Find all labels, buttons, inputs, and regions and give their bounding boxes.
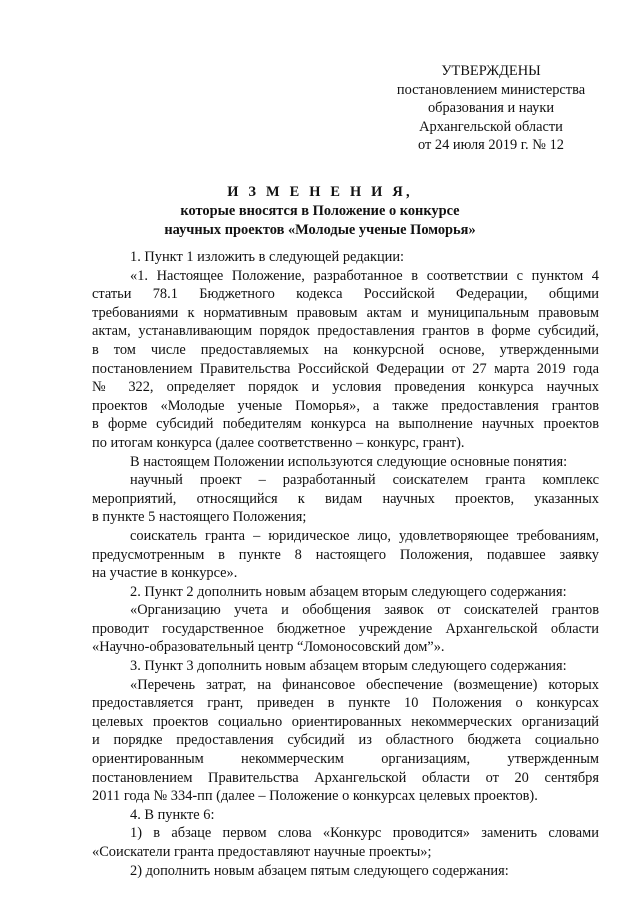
body-line: «Соискатели гранта предоставляют научные проекты»; bbox=[92, 844, 432, 860]
body-line: целевых проектов социально ориентированных некоммерческих организаций bbox=[92, 713, 599, 730]
body-line: 2) дополнить новым абзацем пятым следующего содержания: bbox=[130, 862, 509, 879]
body-line: «Научно-образовательный центр “Ломоносовский дом”». bbox=[92, 639, 445, 656]
approval-line: постановлением министерства bbox=[396, 81, 586, 98]
approval-line: Архангельской области bbox=[419, 118, 563, 135]
body-line: научный проект – разработанный соискателем гранта комплекс bbox=[130, 472, 599, 489]
body-line: в пункте 5 настоящего Положения; bbox=[92, 509, 307, 526]
body-line: по итогам конкурса (далее соответственно – конкурс, грант). bbox=[92, 434, 465, 451]
body-line: «Организацию учета и обобщения заявок от соискателей грантов bbox=[130, 602, 599, 619]
document-body bbox=[92, 248, 599, 880]
body-line: проводит государственное бюджетное учреждение Архангельской области bbox=[92, 620, 599, 637]
body-line: В настоящем Положении используются следующие основные понятия: bbox=[130, 453, 568, 470]
body-line: 1. Пункт 1 изложить в следующей редакции: bbox=[130, 249, 405, 265]
body-line: 4. В пункте 6: bbox=[130, 806, 215, 823]
heading-subtitle: научных проектов «Молодые ученые Поморья» bbox=[164, 221, 476, 238]
body-line: требованиями к нормативным правовым актам и муниципальным правовым bbox=[92, 304, 599, 321]
document-heading bbox=[0, 182, 640, 239]
body-line: в том числе предоставляемых на конкурсной основе, утвержденными bbox=[92, 341, 599, 358]
body-line: проектов «Молодые ученые Поморья», а также предоставления грантов bbox=[92, 397, 599, 414]
body-line: 2. Пункт 2 дополнить новым абзацем вторым следующего содержания: bbox=[130, 583, 567, 600]
body-line: «Перечень затрат, на финансовое обеспечение (возмещение) которых bbox=[130, 676, 599, 693]
approval-line: УТВЕРЖДЕНЫ bbox=[441, 63, 541, 79]
body-line: 3. Пункт 3 дополнить новым абзацем вторым следующего содержания: bbox=[130, 658, 567, 675]
body-line: предоставляется грант, приведен в пункте 10 Положения о конкурсах bbox=[92, 695, 599, 712]
heading-title: И З М Е Н Е Н И Я, bbox=[227, 184, 413, 200]
body-line: 1) в абзаце первом слова «Конкурс проводится» заменить словами bbox=[130, 825, 599, 842]
body-line: постановлением Правительства Российской Федерации от 27 марта 2019 года bbox=[92, 360, 599, 377]
body-line: 2011 года № 334-пп (далее – Положение о конкурсах целевых проектов). bbox=[92, 788, 538, 805]
body-line: мероприятий, относящийся к видам научных проектов, указанных bbox=[92, 490, 599, 507]
body-line: соискатель гранта – юридическое лицо, удовлетворяющее требованиям, bbox=[130, 527, 599, 544]
body-line: статьи 78.1 Бюджетного кодекса Российской Федерации, общими bbox=[92, 286, 599, 303]
body-line: в форме субсидий победителям конкурса на выполнение научных проектов bbox=[92, 416, 599, 433]
body-line: постановлением Правительства Архангельской области от 20 сентября bbox=[92, 769, 599, 786]
heading-subtitle: которые вносятся в Положение о конкурсе bbox=[180, 203, 460, 219]
approval-line: от 24 июля 2019 г. № 12 bbox=[418, 137, 564, 154]
body-line: на участие в конкурсе». bbox=[92, 565, 238, 582]
approval-line: образования и науки bbox=[427, 100, 555, 117]
body-line: актам, устанавливающим порядок предоставления грантов в форме субсидий, bbox=[92, 323, 599, 340]
body-line: ориентированным некоммерческим организациям, утвержденным bbox=[92, 751, 599, 768]
body-line: и порядке предоставления субсидий из областного бюджета социально bbox=[92, 732, 599, 749]
approval-stamp bbox=[378, 62, 604, 155]
body-line: № 322, определяет порядок и условия проведения конкурса научных bbox=[92, 379, 599, 396]
body-line: «1. Настоящее Положение, разработанное в соответствии с пунктом 4 bbox=[130, 267, 599, 284]
body-line: предусмотренным в пункте 8 настоящего Положения, подавшее заявку bbox=[92, 546, 599, 563]
